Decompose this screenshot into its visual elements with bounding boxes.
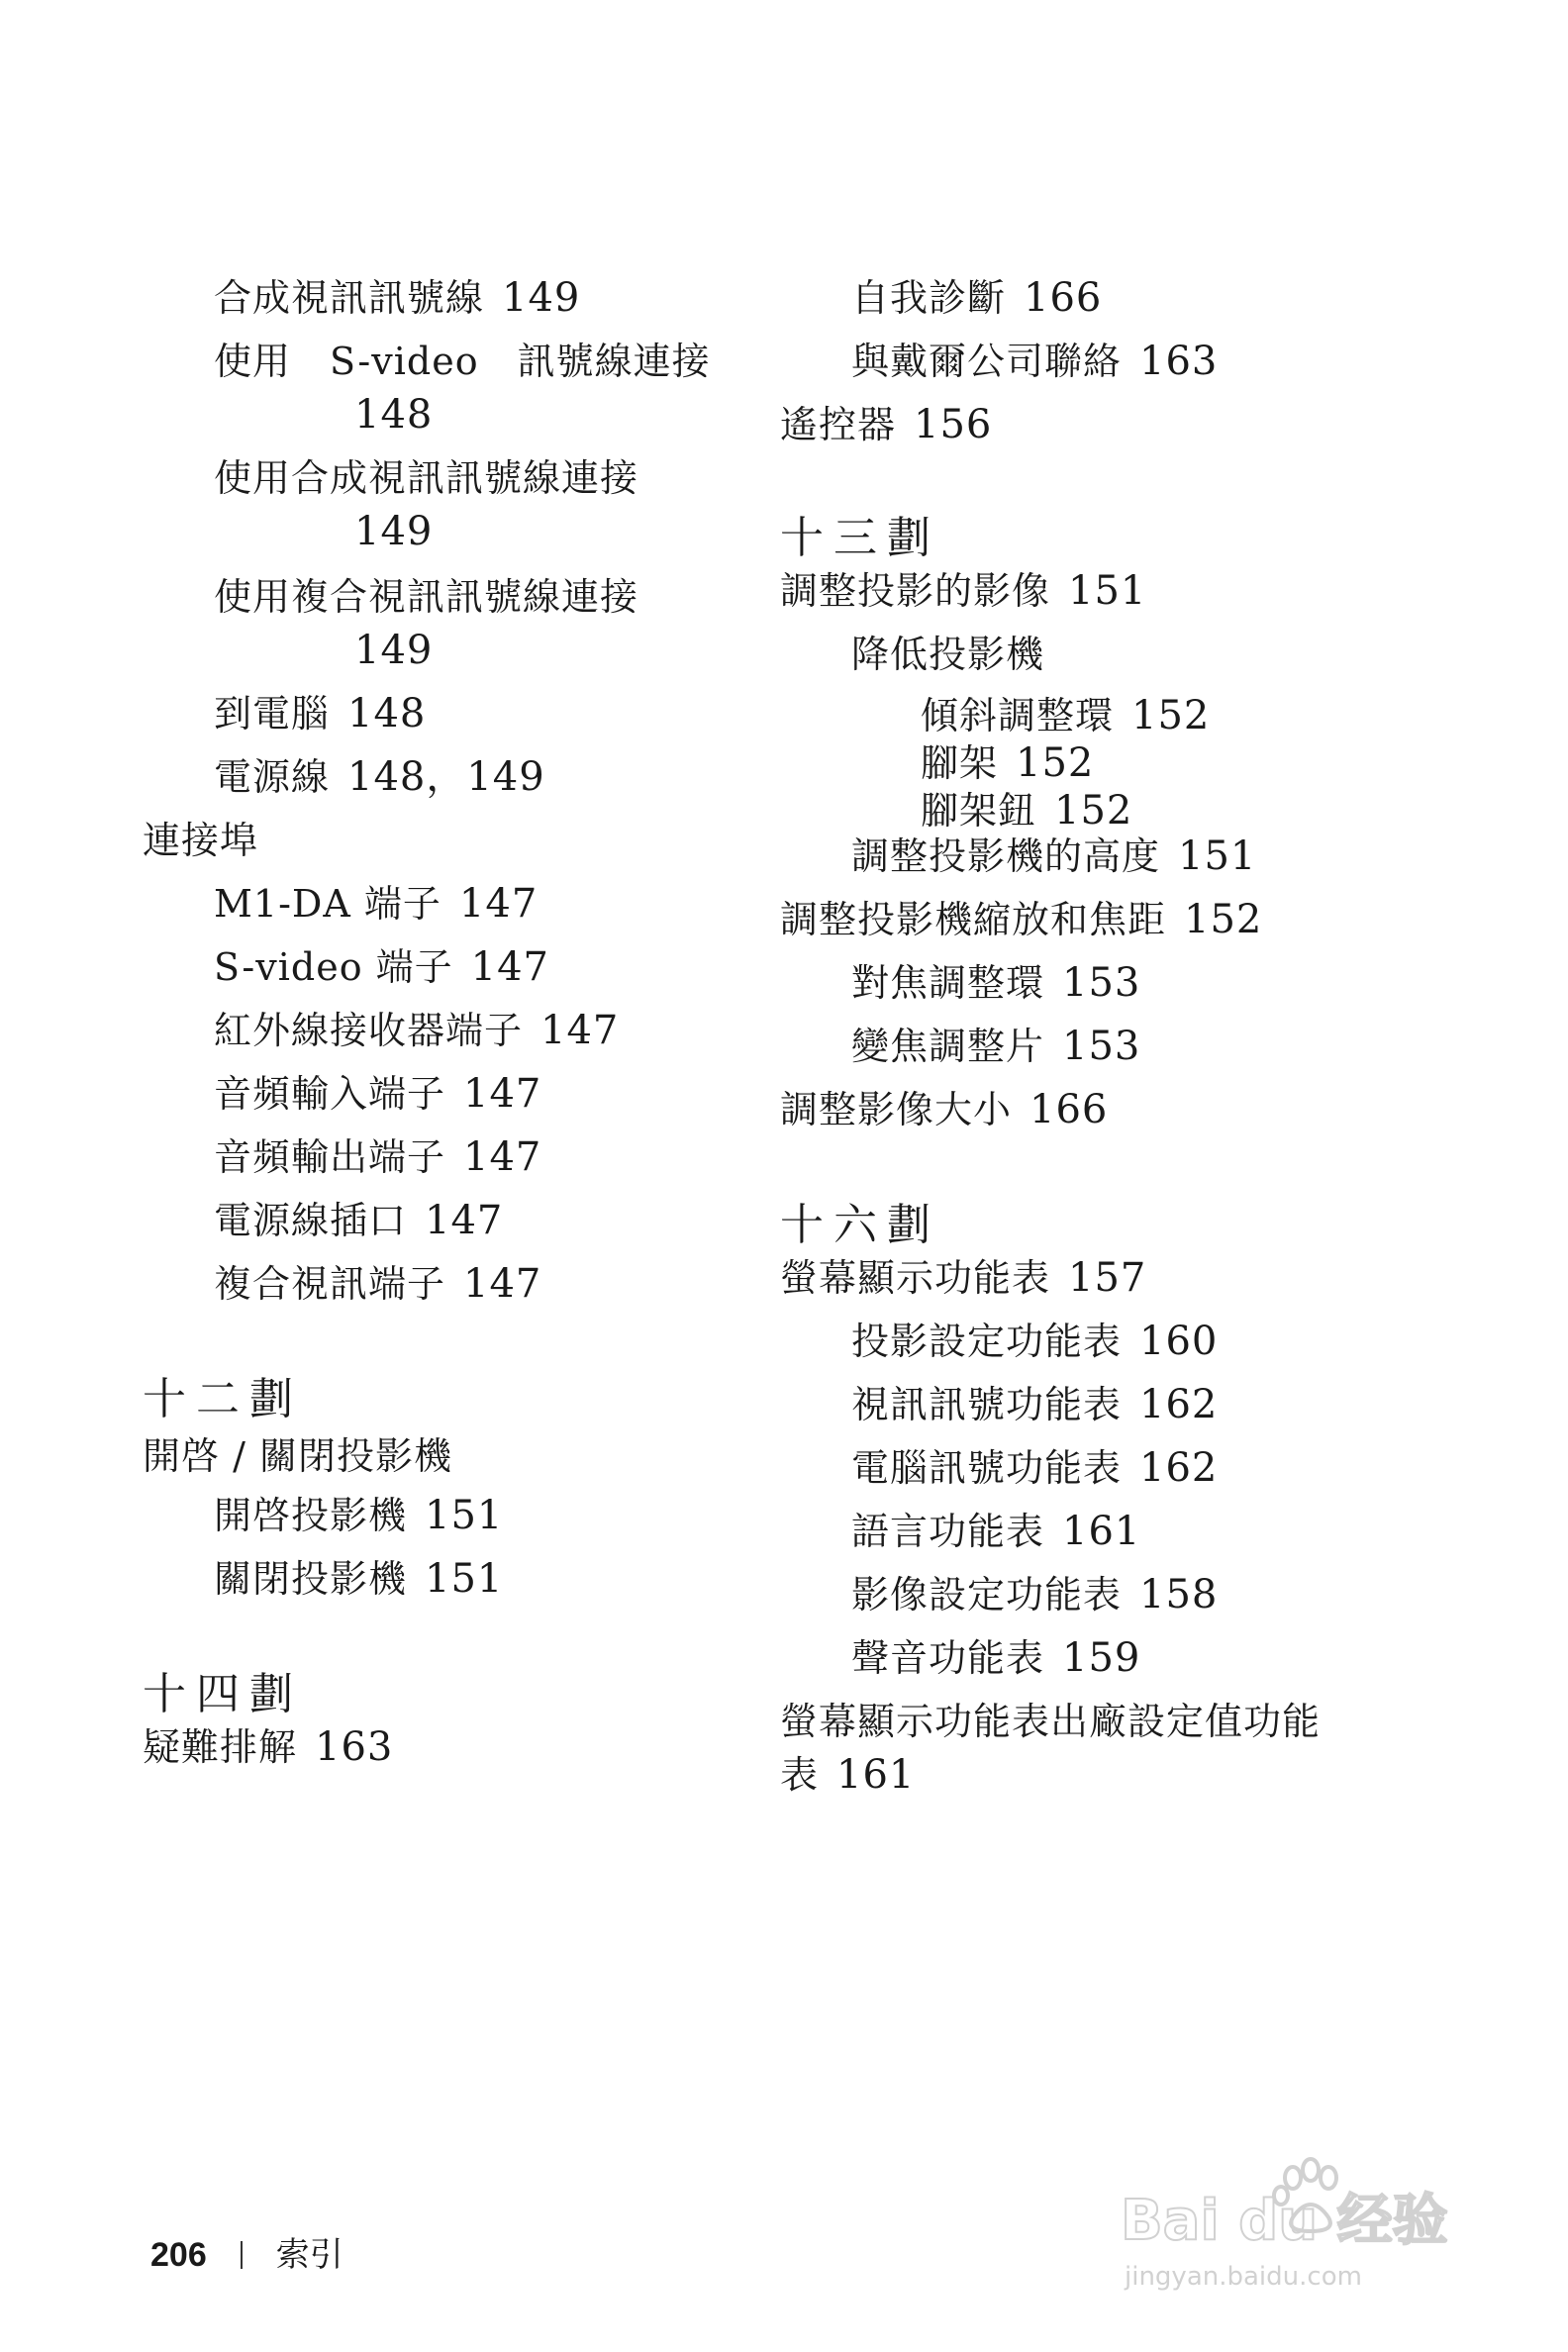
- index-entry: 電源線插口 147: [214, 1198, 504, 1243]
- index-entry-main: 遙控器 156: [780, 402, 993, 447]
- index-entry-page: 148: [354, 392, 434, 438]
- index-entry: 變焦調整片 153: [851, 1024, 1141, 1069]
- index-entry: 紅外線接收器端子 147: [214, 1008, 620, 1053]
- index-entry: 與戴爾公司聯絡 163: [851, 339, 1219, 384]
- index-subentry: 腳架鈕 152: [921, 788, 1133, 833]
- baidu-watermark-logo: [1117, 2148, 1473, 2297]
- index-entry: 到電腦 148: [214, 691, 427, 736]
- index-entry: S-video 端子 147: [214, 944, 550, 990]
- svg-text:jingyan.baidu.com: jingyan.baidu.com: [1125, 2262, 1362, 2292]
- section-heading: 十六劃: [780, 1200, 940, 1250]
- index-entry: 語言功能表 161: [851, 1509, 1141, 1554]
- footer-divider: [241, 2241, 243, 2269]
- index-entry: 電源線 148，149: [214, 754, 545, 800]
- index-entry-main: 螢幕顯示功能表 157: [780, 1255, 1147, 1301]
- index-entry: 自我診斷 166: [851, 275, 1103, 321]
- section-heading: 十四劃: [143, 1669, 303, 1719]
- index-entry: 對焦調整環 153: [851, 960, 1141, 1006]
- index-entry-main: 開啓 / 關閉投影機: [143, 1434, 452, 1478]
- index-entry: 開啓投影機 151: [214, 1493, 504, 1538]
- index-entry-main: 表 161: [780, 1752, 916, 1798]
- index-entry: 音頻輸出端子 147: [214, 1134, 542, 1180]
- index-subentry: 腳架 152: [921, 740, 1095, 786]
- index-entry: 複合視訊端子 147: [214, 1261, 542, 1307]
- index-entry: M1-DA 端子 147: [214, 881, 539, 927]
- index-entry: 音頻輸入端子 147: [214, 1071, 542, 1117]
- index-entry: 使用合成視訊訊號線連接: [214, 456, 639, 500]
- index-entry-main: 調整投影的影像 151: [780, 568, 1147, 614]
- section-heading: 十三劃: [780, 513, 940, 563]
- index-entry-main: 螢幕顯示功能表出廠設定值功能: [780, 1700, 1322, 1743]
- index-entry: 視訊訊號功能表 162: [851, 1382, 1219, 1427]
- index-entry-page: 149: [354, 628, 434, 673]
- index-entry-main: 連接埠: [143, 819, 259, 862]
- index-entry: 降低投影機: [851, 633, 1045, 676]
- index-entry: 電腦訊號功能表 162: [851, 1445, 1219, 1491]
- index-entry-page: 149: [354, 509, 434, 554]
- index-entry: 關閉投影機 151: [214, 1556, 504, 1602]
- page-footer: [150, 2235, 343, 2275]
- paw-icon: [1117, 2148, 1473, 2297]
- index-entry: 聲音功能表 159: [851, 1635, 1141, 1681]
- index-entry: 調整投影機的高度 151: [851, 833, 1257, 879]
- index-entry: 合成視訊訊號線 149: [214, 275, 581, 321]
- index-entry-main: 調整投影機縮放和焦距 152: [780, 897, 1263, 942]
- index-entry-main: 疑難排解 163: [143, 1724, 394, 1770]
- index-entry: 使用 S-video 訊號線連接: [214, 340, 711, 383]
- index-entry: 影像設定功能表 158: [851, 1572, 1219, 1617]
- index-entry: 使用複合視訊訊號線連接: [214, 575, 639, 619]
- index-entry: 投影設定功能表 160: [851, 1319, 1219, 1364]
- page-number: 206: [150, 2236, 207, 2274]
- section-name: 索引: [275, 2235, 343, 2275]
- section-heading: 十二劃: [143, 1374, 303, 1424]
- index-subentry: 傾斜調整環 152: [921, 693, 1211, 738]
- index-entry-main: 調整影像大小 166: [780, 1087, 1109, 1132]
- svg-text:Bai du 经验: Bai du 经验: [1121, 2189, 1448, 2253]
